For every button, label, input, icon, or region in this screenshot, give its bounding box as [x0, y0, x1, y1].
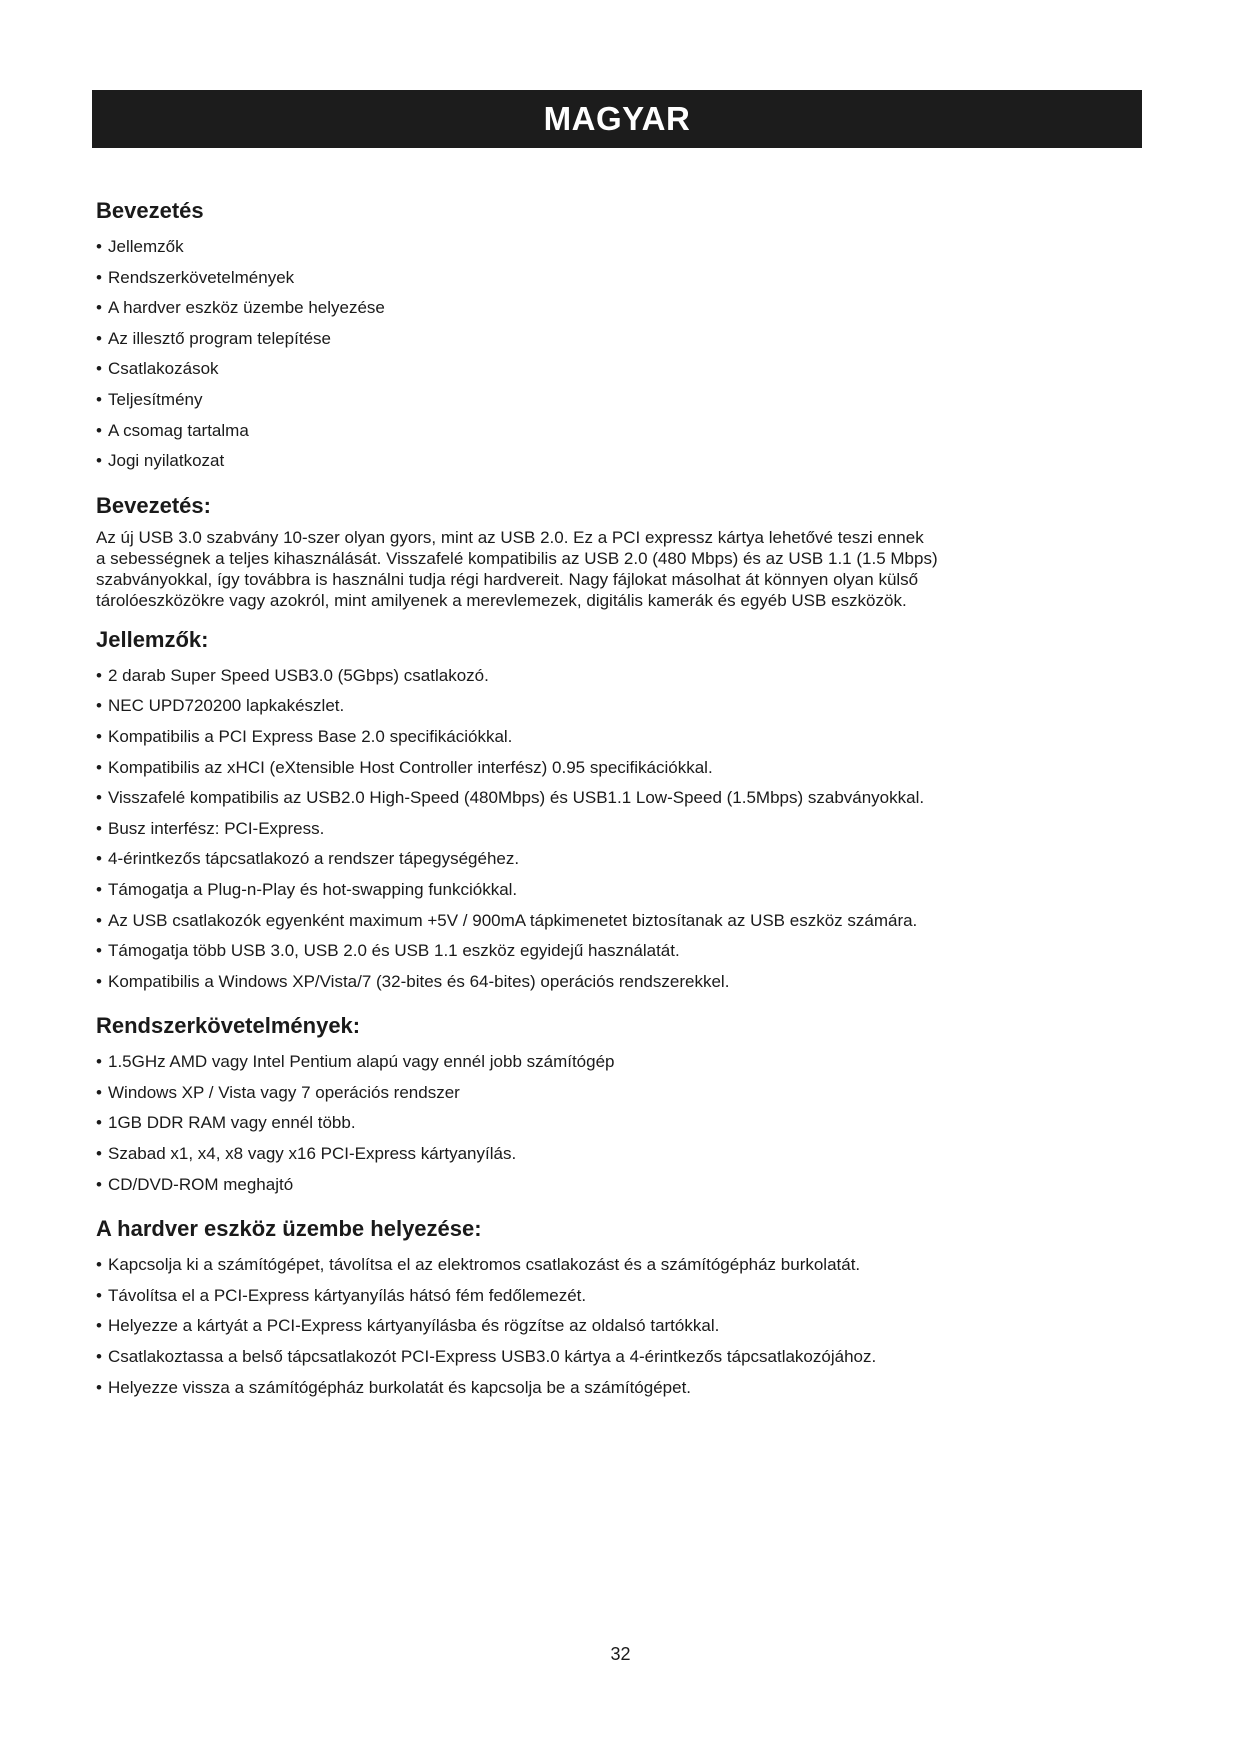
list-item: • 4-érintkezős tápcsatlakozó a rendszer tápegységéhez. [96, 844, 1096, 875]
list-item: • Windows XP / Vista vagy 7 operációs rendszer [96, 1078, 1096, 1109]
features-section [96, 625, 1096, 998]
list-item: • Csatlakoztassa a belső tápcsatlakozót PCI-Express USB3.0 kártya a 4-érintkezős tápcsatlakozójához. [96, 1342, 1096, 1373]
intro-line: Az új USB 3.0 szabvány 10-szer olyan gyors, mint az USB 2.0. Ez a PCI expressz kártya lehetővé teszi ennek [96, 527, 924, 547]
requirements-section [96, 1011, 1096, 1200]
intro-line: szabványokkal, így továbbra is használni tudja régi hardvereit. Nagy fájlokat másolhat át könnyen olyan külső [96, 569, 919, 589]
list-item: • Távolítsa el a PCI-Express kártyanyílás hátsó fém fedőlemezét. [96, 1281, 1096, 1312]
list-item: • A hardver eszköz üzembe helyezése [96, 293, 1096, 324]
list-item: • Csatlakozások [96, 354, 1096, 385]
page-number: 32 [610, 1644, 631, 1664]
list-item: • 2 darab Super Speed USB3.0 (5Gbps) csatlakozó. [96, 661, 1096, 692]
intro-paragraph [96, 527, 1096, 611]
list-item: • Szabad x1, x4, x8 vagy x16 PCI-Express kártyanyílás. [96, 1139, 1096, 1170]
list-item: • CD/DVD-ROM meghajtó [96, 1170, 1096, 1201]
list-item: • Kompatibilis az xHCI (eXtensible Host Controller interfész) 0.95 specifikációkkal. [96, 753, 1096, 784]
features-list [96, 661, 1096, 998]
list-item: • Helyezze a kártyát a PCI-Express kártyanyílásba és rögzítse az oldalsó tartókkal. [96, 1311, 1096, 1342]
list-item: • Az USB csatlakozók egyenként maximum +5V / 900mA tápkimenetet biztosítanak az USB eszköz számára. [96, 906, 1096, 937]
list-item: • Teljesítmény [96, 385, 1096, 416]
list-item: • Kompatibilis a Windows XP/Vista/7 (32-bites és 64-bites) operációs rendszerekkel. [96, 967, 1096, 998]
list-item: • Kompatibilis a PCI Express Base 2.0 specifikációkkal. [96, 722, 1096, 753]
toc-section [96, 196, 1096, 477]
list-item: • Támogatja több USB 3.0, USB 2.0 és USB 1.1 eszköz egyidejű használatát. [96, 936, 1096, 967]
list-item: • Kapcsolja ki a számítógépet, távolítsa el az elektromos csatlakozást és a számítógépház burkolatát. [96, 1250, 1096, 1281]
list-item: • 1GB DDR RAM vagy ennél több. [96, 1108, 1096, 1139]
list-item: • Rendszerkövetelmények [96, 263, 1096, 294]
list-item: • 1.5GHz AMD vagy Intel Pentium alapú vagy ennél jobb számítógép [96, 1047, 1096, 1078]
installation-heading: A hardver eszköz üzembe helyezése: [96, 1216, 482, 1242]
toc-list [96, 232, 1096, 477]
intro-heading: Bevezetés: [96, 492, 211, 518]
list-item: • Busz interfész: PCI-Express. [96, 814, 1096, 845]
intro-section [96, 491, 1096, 611]
toc-heading: Bevezetés [96, 198, 204, 223]
installation-list [96, 1250, 1096, 1403]
list-item: • Helyezze vissza a számítógépház burkolatát és kapcsolja be a számítógépet. [96, 1373, 1096, 1404]
language-banner [92, 90, 1142, 148]
features-heading: Jellemzők: [96, 626, 209, 652]
list-item: • Visszafelé kompatibilis az USB2.0 High-Speed (480Mbps) és USB1.1 Low-Speed (1.5Mbps) szabványokkal. [96, 783, 1096, 814]
list-item: • A csomag tartalma [96, 416, 1096, 447]
intro-line: a sebességnek a teljes kihasználását. Visszafelé kompatibilis az USB 2.0 (480 Mbps) és az USB 1.1 (1.5 Mbps) [96, 548, 938, 568]
intro-line: tárolóeszközökre vagy azokról, mint amilyenek a merevlemezek, digitális kamerák és egyéb USB eszközök. [96, 590, 907, 610]
list-item: • Jogi nyilatkozat [96, 446, 1096, 477]
document-content [96, 196, 1096, 1417]
installation-section [96, 1214, 1096, 1403]
banner-title: MAGYAR [543, 100, 691, 137]
list-item: • Támogatja a Plug-n-Play és hot-swapping funkciókkal. [96, 875, 1096, 906]
requirements-list [96, 1047, 1096, 1200]
list-item: • NEC UPD720200 lapkakészlet. [96, 691, 1096, 722]
list-item: • Az illesztő program telepítése [96, 324, 1096, 355]
requirements-heading: Rendszerkövetelmények: [96, 1013, 361, 1039]
list-item: • Jellemzők [96, 232, 1096, 263]
